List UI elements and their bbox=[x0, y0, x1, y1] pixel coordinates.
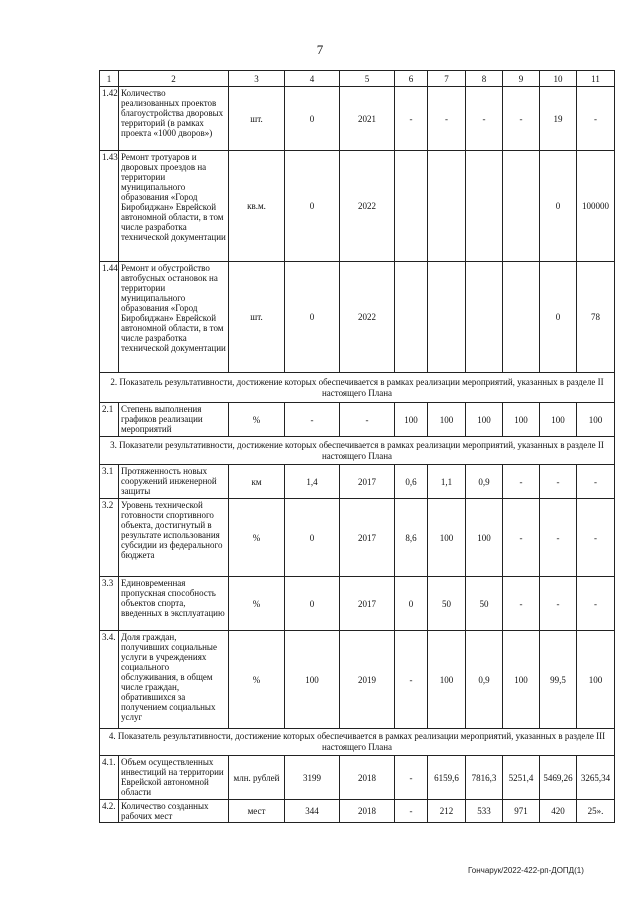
table-row bbox=[100, 631, 615, 729]
value-cell: 2022 bbox=[340, 151, 395, 262]
header-cell: 1 bbox=[100, 71, 119, 87]
section-heading: 4. Показатель результативности, достижение которых обеспечивается в рамках реализации мероприятий, указанных в разделе III настоящего Плана bbox=[100, 729, 615, 756]
unit-cell: км bbox=[229, 465, 285, 499]
header-cell: 9 bbox=[503, 71, 540, 87]
value-cell: - bbox=[577, 499, 615, 577]
header-cell: 4 bbox=[285, 71, 340, 87]
value-cell: 1,1 bbox=[428, 465, 466, 499]
value-cell: 0 bbox=[285, 151, 340, 262]
value-cell: - bbox=[540, 577, 577, 631]
row-code: 2.1 bbox=[100, 403, 119, 437]
value-cell: - bbox=[503, 499, 540, 577]
indicator-name: Ремонт и обустройство автобусных остановок на территории муниципального образования «Город Биробиджан» Еврейской автономной области, в том числе разработка технической документации bbox=[119, 262, 229, 373]
unit-cell: млн. рублей bbox=[229, 756, 285, 800]
value-cell: 100 bbox=[428, 631, 466, 729]
table-row bbox=[100, 800, 615, 823]
value-cell: - bbox=[340, 403, 395, 437]
value-cell: 2017 bbox=[340, 577, 395, 631]
value-cell: 2021 bbox=[340, 87, 395, 151]
value-cell: 0 bbox=[540, 151, 577, 262]
value-cell: 6159,6 bbox=[428, 756, 466, 800]
value-cell: 2018 bbox=[340, 756, 395, 800]
value-cell: 2018 bbox=[340, 800, 395, 823]
value-cell: 2017 bbox=[340, 499, 395, 577]
table-row bbox=[100, 577, 615, 631]
value-cell: 0,6 bbox=[395, 465, 428, 499]
indicator-name: Ремонт тротуаров и дворовых проездов на территории муниципального образования «Город Биробиджан» Еврейской автономной области, в том числе разработка технической документации bbox=[119, 151, 229, 262]
value-cell: 2022 bbox=[340, 262, 395, 373]
value-cell: 50 bbox=[466, 577, 503, 631]
unit-cell: % bbox=[229, 631, 285, 729]
indicator-name: Уровень технической готовности спортивного объекта, достигнутый в результате использования субсидии из федерального бюджета bbox=[119, 499, 229, 577]
indicator-name: Протяженность новых сооружений инженерной защиты bbox=[119, 465, 229, 499]
value-cell: 420 bbox=[540, 800, 577, 823]
table-row bbox=[100, 262, 615, 373]
row-code: 1.44 bbox=[100, 262, 119, 373]
row-code: 3.3 bbox=[100, 577, 119, 631]
unit-cell: % bbox=[229, 403, 285, 437]
value-cell: - bbox=[577, 87, 615, 151]
value-cell: - bbox=[503, 465, 540, 499]
table-row bbox=[100, 499, 615, 577]
table-row bbox=[100, 403, 615, 437]
value-cell bbox=[503, 151, 540, 262]
indicator-name: Степень выполнения графиков реализации мероприятий bbox=[119, 403, 229, 437]
value-cell: 100 bbox=[466, 499, 503, 577]
header-cell: 6 bbox=[395, 71, 428, 87]
header-cell: 7 bbox=[428, 71, 466, 87]
value-cell: 100 bbox=[577, 403, 615, 437]
value-cell: - bbox=[395, 800, 428, 823]
unit-cell: шт. bbox=[229, 262, 285, 373]
value-cell: 344 bbox=[285, 800, 340, 823]
header-cell: 2 bbox=[119, 71, 229, 87]
section-heading-row bbox=[100, 437, 615, 465]
value-cell: 3199 bbox=[285, 756, 340, 800]
value-cell: 0 bbox=[285, 262, 340, 373]
value-cell: 0,9 bbox=[466, 631, 503, 729]
value-cell: 78 bbox=[577, 262, 615, 373]
unit-cell: мест bbox=[229, 800, 285, 823]
value-cell: - bbox=[577, 465, 615, 499]
row-code: 1.43 bbox=[100, 151, 119, 262]
page-number: 7 bbox=[316, 42, 324, 57]
value-cell: - bbox=[395, 756, 428, 800]
section-heading-row bbox=[100, 373, 615, 403]
indicator-name: Количество созданных рабочих мест bbox=[119, 800, 229, 823]
unit-cell: % bbox=[229, 499, 285, 577]
value-cell: 3265,34 bbox=[577, 756, 615, 800]
indicator-name: Доля граждан, получивших социальные услуги в учреждениях социального обслуживания, в общем числе граждан, обратившихся за получением социальных услуг bbox=[119, 631, 229, 729]
indicator-name: Единовременная пропускная способность объектов спорта, введенных в эксплуатацию bbox=[119, 577, 229, 631]
row-code: 3.2 bbox=[100, 499, 119, 577]
unit-cell: % bbox=[229, 577, 285, 631]
value-cell bbox=[395, 262, 428, 373]
value-cell: 0,9 bbox=[466, 465, 503, 499]
value-cell: 99,5 bbox=[540, 631, 577, 729]
value-cell: 0 bbox=[285, 499, 340, 577]
row-code: 4.2. bbox=[100, 800, 119, 823]
table-row bbox=[100, 151, 615, 262]
document-footer-code: Гончарук/2022-422-рп-ДОПД(1) bbox=[468, 866, 584, 875]
value-cell: 100 bbox=[540, 403, 577, 437]
value-cell: - bbox=[577, 577, 615, 631]
indicator-name: Объем осуществленных инвестиций на территории Еврейской автономной области bbox=[119, 756, 229, 800]
value-cell: 100 bbox=[466, 403, 503, 437]
value-cell: - bbox=[540, 465, 577, 499]
value-cell: 25». bbox=[577, 800, 615, 823]
header-cell: 5 bbox=[340, 71, 395, 87]
indicator-name: Количество реализованных проектов благоустройства дворовых территорий (в рамках проекта «1000 дворов») bbox=[119, 87, 229, 151]
value-cell: 0 bbox=[285, 577, 340, 631]
value-cell: 100000 bbox=[577, 151, 615, 262]
value-cell: - bbox=[466, 87, 503, 151]
section-heading-row bbox=[100, 729, 615, 756]
value-cell: 2019 bbox=[340, 631, 395, 729]
value-cell: 0 bbox=[285, 87, 340, 151]
value-cell: 2017 bbox=[340, 465, 395, 499]
value-cell: 212 bbox=[428, 800, 466, 823]
unit-cell: кв.м. bbox=[229, 151, 285, 262]
value-cell bbox=[503, 262, 540, 373]
value-cell: 533 bbox=[466, 800, 503, 823]
table-row bbox=[100, 465, 615, 499]
value-cell: 5469,26 bbox=[540, 756, 577, 800]
value-cell: 100 bbox=[503, 403, 540, 437]
header-cell: 3 bbox=[229, 71, 285, 87]
row-code: 3.4. bbox=[100, 631, 119, 729]
value-cell bbox=[395, 151, 428, 262]
value-cell: 0 bbox=[395, 577, 428, 631]
section-heading: 3. Показатели результативности, достижение которых обеспечивается в рамках реализации мероприятий, указанных в разделе II настоящего Плана bbox=[100, 437, 615, 465]
header-cell: 11 bbox=[577, 71, 615, 87]
row-code: 4.1. bbox=[100, 756, 119, 800]
value-cell: 100 bbox=[503, 631, 540, 729]
value-cell: - bbox=[428, 87, 466, 151]
table-row bbox=[100, 756, 615, 800]
value-cell: 19 bbox=[540, 87, 577, 151]
header-cell: 8 bbox=[466, 71, 503, 87]
value-cell: 100 bbox=[428, 499, 466, 577]
value-cell: - bbox=[540, 499, 577, 577]
row-code: 1.42 bbox=[100, 87, 119, 151]
value-cell: 50 bbox=[428, 577, 466, 631]
value-cell bbox=[466, 151, 503, 262]
value-cell: - bbox=[503, 87, 540, 151]
value-cell: 100 bbox=[577, 631, 615, 729]
value-cell: 5251,4 bbox=[503, 756, 540, 800]
value-cell bbox=[428, 262, 466, 373]
table-header-row bbox=[100, 71, 615, 87]
value-cell: 7816,3 bbox=[466, 756, 503, 800]
value-cell: 8,6 bbox=[395, 499, 428, 577]
indicators-table bbox=[99, 70, 615, 823]
value-cell: - bbox=[285, 403, 340, 437]
value-cell bbox=[466, 262, 503, 373]
value-cell: 100 bbox=[395, 403, 428, 437]
value-cell: 100 bbox=[285, 631, 340, 729]
unit-cell: шт. bbox=[229, 87, 285, 151]
header-cell: 10 bbox=[540, 71, 577, 87]
value-cell: 1,4 bbox=[285, 465, 340, 499]
value-cell: 0 bbox=[540, 262, 577, 373]
row-code: 3.1 bbox=[100, 465, 119, 499]
section-heading: 2. Показатель результативности, достижение которых обеспечивается в рамках реализации мероприятий, указанных в разделе II настоящего Плана bbox=[100, 373, 615, 403]
value-cell: 971 bbox=[503, 800, 540, 823]
value-cell: - bbox=[395, 631, 428, 729]
table-row bbox=[100, 87, 615, 151]
value-cell: 100 bbox=[428, 403, 466, 437]
value-cell: - bbox=[503, 577, 540, 631]
value-cell bbox=[428, 151, 466, 262]
value-cell: - bbox=[395, 87, 428, 151]
